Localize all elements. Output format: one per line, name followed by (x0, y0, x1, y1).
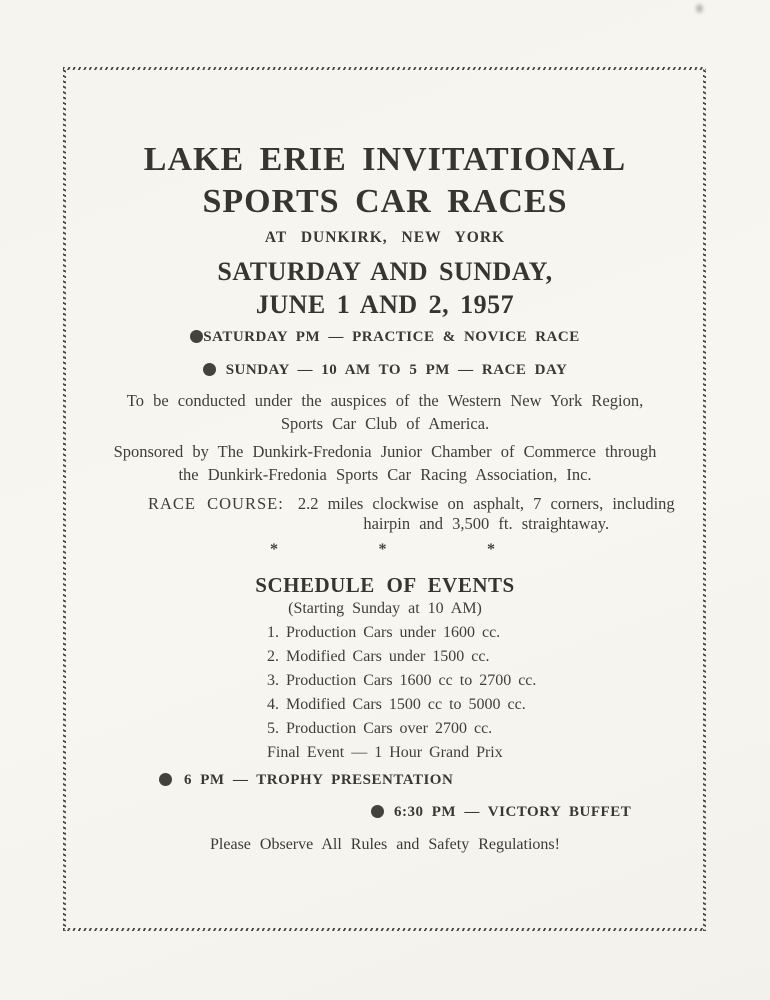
schedule-event-item: 2. Modified Cars under 1500 cc. (267, 648, 490, 665)
asterisk-glyph: * (487, 541, 495, 558)
sponsor-line1: Sponsored by The Dunkirk-Fredonia Junior Chamber of Commerce through (113, 442, 657, 461)
session-line-label: SATURDAY PM — PRACTICE & NOVICE RACE (203, 329, 580, 345)
race-course-block (148, 494, 675, 534)
paper-smudge (694, 2, 705, 15)
schedule-heading: SCHEDULE OF EVENTS (255, 573, 515, 597)
schedule-event-item: 3. Production Cars 1600 cc to 2700 cc. (267, 672, 537, 689)
schedule-event-item: 1. Production Cars under 1600 cc. (267, 624, 501, 641)
auspices-line2: Sports Car Club of America. (280, 414, 490, 433)
schedule-event-item: 5. Production Cars over 2700 cc. (267, 720, 493, 737)
buffet-line-label: 6:30 PM — VICTORY BUFFET (394, 804, 632, 820)
poster-title-line1: LAKE ERIE INVITATIONAL (143, 141, 627, 178)
asterisk-glyph: * (270, 541, 278, 558)
asterisk-glyph: * (378, 541, 387, 558)
border-top (63, 67, 706, 70)
race-course-line1: 2.2 miles clockwise on asphalt, 7 corners, including (297, 494, 675, 513)
race-course-label: RACE COURSE: (148, 494, 284, 513)
date-line2: JUNE 1 AND 2, 1957 (255, 290, 515, 319)
poster-title-line2: SPORTS CAR RACES (202, 183, 568, 220)
bullet-icon (159, 773, 172, 786)
schedule-event-item: Final Event — 1 Hour Grand Prix (267, 744, 503, 761)
bullet-icon (190, 330, 203, 343)
schedule-event-list (267, 621, 536, 765)
auspices-line1: To be conducted under the auspices of the Western New York Region, (126, 391, 644, 410)
victory-buffet-line (371, 804, 631, 821)
border-bottom (63, 928, 706, 931)
location-line: AT DUNKIRK, NEW YORK (264, 229, 506, 246)
bullet-icon (203, 363, 216, 376)
session-line-label: SUNDAY — 10 AM TO 5 PM — RACE DAY (225, 362, 568, 378)
bullet-icon (371, 805, 384, 818)
date-line1: SATURDAY AND SUNDAY, (217, 257, 553, 286)
sponsor-line2: the Dunkirk-Fredonia Sports Car Racing Association, Inc. (178, 465, 592, 484)
session-line-sunday (63, 362, 707, 379)
footer-line: Please Observe All Rules and Safety Regulations! (210, 836, 560, 853)
session-line-saturday (63, 329, 707, 346)
trophy-line-label: 6 PM — TROPHY PRESENTATION (184, 772, 454, 788)
race-course-line2: hairpin and 3,500 ft. straightaway. (363, 514, 610, 533)
schedule-event-item: 4. Modified Cars 1500 cc to 5000 cc. (267, 696, 526, 713)
schedule-subheading: (Starting Sunday at 10 AM) (288, 600, 482, 617)
asterisk-separator (270, 541, 495, 559)
trophy-presentation-line (159, 772, 453, 789)
